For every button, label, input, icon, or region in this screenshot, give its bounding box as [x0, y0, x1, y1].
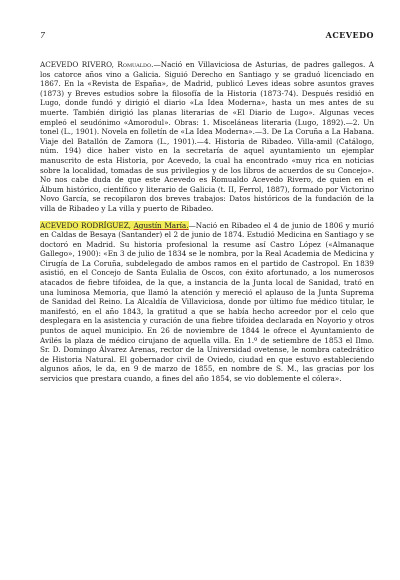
entry-text: —Nació en Villaviciosa de Asturias, de padres gallegos. A los catorce años vino a Galicia. Siguió Derecho en Santiago y se graduó licenciado en 1867. En la «Revista de España», de Madrid, publicó Leves ideas sobre asuntos graves (1873) y Breves estudios sobre la filosofía de la Historia (1873-74). Después residió en Lugo, donde fundó y dirigió el diario «La Idea Moderna», hasta un mes antes de su muerte. También dirigió las planas literarias de «El Diario de Lugo». Algunas veces empleó el seudónimo «Amorodul». Obras: 1. Misceláneas literaria (Lugo, 1892).—2. Un tonel (L., 1901). Novela en folletín de «La Idea Moderna».—3. De La Coruña a La Habana. Viaje del Batallón de Zamora (L., 1901).—4. Historia de Ribadeo. Villa-amil (Catálogo, núm. 194) dice haber visto en la secretaría de aquel ayuntamiento un ejemplar manuscrito de esta Historia, por Acevedo, la cual ha encontrado «muy rica en noticias sobre la localidad, tomadas de sus privilegios y de los libros de acuerdos de su Concejo». No nos cabe duda de que este Acevedo es Romualdo Acevedo Rivero, de quien en el Álbum histórico, científico y literario de Galicia (t. II, Ferrol, 1887), formado por Victorino Novo García, se recopilaron dos breves trabajos: Datos históricos de la fundación de la villa de Ribadeo y La villa y puerto de Ribadeo.: [40, 60, 374, 213]
entry-acevedo-rodriguez: [40, 221, 374, 384]
entry-acevedo-rivero: [40, 60, 374, 214]
page-header: [40, 30, 374, 40]
running-head: ACEVEDO: [325, 30, 374, 40]
entry-text: —Nació en Ribadeo el 4 de junio de 1806 y murió en Caldas de Besaya (Santander) el 2 de junio de 1874. Estudió Medicina en Santiago y se doctoró en Madrid. Su historia profesional la resume así Castro López («Almanaque Gallego», 1900): «En 3 de julio de 1834 se le nombra, por la Real Academia de Medicina y Cirugía de La Coruña, subdelegado de ambos ramos en el partido de Castropol. En 1839 asistió, en el Concejo de Santa Eulalia de Oscos, con éxito afortunado, a los numerosos atacados de fiebre tifoidea, de la que, a instancia de la Junta local de Sanidad, trató en una luminosa Memoria, que llamó la atención y mereció el aplauso de la Junta Suprema de Sanidad del Reino. La Alcaldía de Villaviciosa, donde por último fue médico titular, le manifestó, en el año 1843, la gratitud a que se había hecho acreedor por el celo que desplegara en la asistencia y curación de una fiebre tifoidea declarada en Noyorio y otros puntos de aquel municipio. En 26 de noviembre de 1844 le ofrece el Ayuntamiento de Avilés la plaza de médico cirujano de aquella villa. En 1.º de setiembre de 1853 el Ilmo. Sr. D. Domingo Álvarez Arenas, rector de la Universidad ovetense, le nombra catedrático de Historia Natural. El gobernador civil de Oviedo, ciudad en que estuvo estableciendo algunos años, le da, en 9 de marzo de 1855, en nombre de S. M., las gracias por los servicios que prestara cuando, a fines del año 1854, se vio doblemente el cólera».: [40, 220, 374, 383]
page-number: 7: [40, 31, 46, 40]
entry-given-name: Agustín María.: [133, 220, 189, 230]
entry-surname: ACEVEDO RODRÍGUEZ,: [40, 220, 131, 230]
highlighted-entry-name: [40, 221, 189, 230]
entry-name: ACEVEDO RIVERO, Romualdo.: [40, 60, 154, 69]
